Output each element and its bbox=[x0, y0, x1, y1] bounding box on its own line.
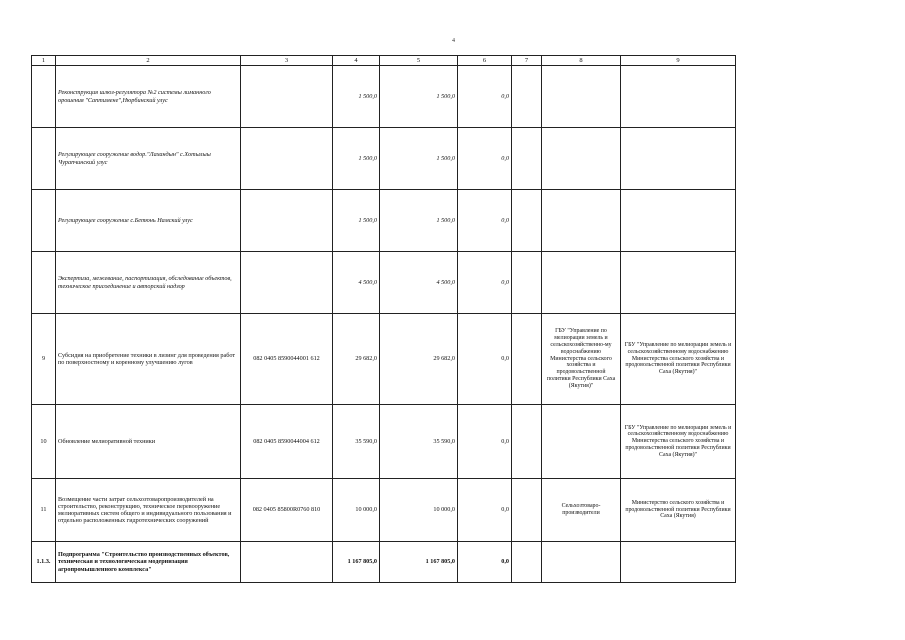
responsible-cell bbox=[621, 190, 736, 252]
federal-budget-cell: 0,0 bbox=[458, 479, 512, 542]
other-cell bbox=[512, 128, 542, 190]
total-cell: 1 500,0 bbox=[333, 66, 380, 128]
table-row bbox=[32, 128, 736, 190]
header-cell: 6 bbox=[458, 56, 512, 66]
description-cell: Реконструкция шлюз-регулятора №2 системы лиманного орошения "Саптимене",Нюрбинский улус bbox=[56, 66, 241, 128]
page-mark: 4 bbox=[452, 38, 455, 44]
header-cell: 9 bbox=[621, 56, 736, 66]
header-cell: 7 bbox=[512, 56, 542, 66]
table-row bbox=[32, 66, 736, 128]
total-cell: 1 500,0 bbox=[333, 190, 380, 252]
other-cell bbox=[512, 542, 542, 583]
responsible-cell: ГБУ "Управление по мелиорации земель и сельскохозяйственному водоснабжению Министерства сельского хозяйства и продовольственной политики Республики Саха (Якутия)" bbox=[621, 314, 736, 405]
budget-code-cell bbox=[241, 252, 333, 314]
description-cell: Обновление мелиоративной техники bbox=[56, 405, 241, 479]
regional-budget-cell: 4 500,0 bbox=[380, 252, 458, 314]
description-cell: Регулирующее сооружение водор."Лахандын" с.Хотылыы Чурапчинский улус bbox=[56, 128, 241, 190]
federal-budget-cell: 0,0 bbox=[458, 405, 512, 479]
description-cell: Экспертиза, межевание, паспортизация, обследование объектов, техническое присоединение и авторский надзор bbox=[56, 252, 241, 314]
executor-cell bbox=[542, 66, 621, 128]
regional-budget-cell: 1 167 805,0 bbox=[380, 542, 458, 583]
total-cell: 10 000,0 bbox=[333, 479, 380, 542]
header-cell: 4 bbox=[333, 56, 380, 66]
table-header-row bbox=[32, 56, 736, 66]
other-cell bbox=[512, 66, 542, 128]
regional-budget-cell: 29 682,0 bbox=[380, 314, 458, 405]
row-number-cell: 9 bbox=[32, 314, 56, 405]
total-cell: 35 590,0 bbox=[333, 405, 380, 479]
budget-code-cell bbox=[241, 190, 333, 252]
budget-code-cell: 082 0405 8590044004 612 bbox=[241, 405, 333, 479]
table-row bbox=[32, 314, 736, 405]
description-cell: Подпрограмма "Строительство производственных объектов, техническая и технологическая модернизация агропромышленного комплекса" bbox=[56, 542, 241, 583]
budget-code-cell bbox=[241, 66, 333, 128]
description-cell: Субсидия на приобретение техники в лизинг для проведения работ по поверхностному и коренному улучшению лугов bbox=[56, 314, 241, 405]
row-number-cell bbox=[32, 190, 56, 252]
executor-cell bbox=[542, 542, 621, 583]
other-cell bbox=[512, 479, 542, 542]
executor-cell bbox=[542, 190, 621, 252]
description-cell: Регулирующее сооружение с.Бетюнь Намский улус bbox=[56, 190, 241, 252]
row-number-cell: 11 bbox=[32, 479, 56, 542]
total-cell: 1 167 805,0 bbox=[333, 542, 380, 583]
total-cell: 29 682,0 bbox=[333, 314, 380, 405]
federal-budget-cell: 0,0 bbox=[458, 314, 512, 405]
responsible-cell: Министерство сельского хозяйства и продовольственной политики Республики Саха (Якутия) bbox=[621, 479, 736, 542]
budget-code-cell bbox=[241, 128, 333, 190]
federal-budget-cell: 0,0 bbox=[458, 542, 512, 583]
total-cell: 1 500,0 bbox=[333, 128, 380, 190]
other-cell bbox=[512, 252, 542, 314]
row-number-cell: 10 bbox=[32, 405, 56, 479]
row-number-cell: 1.1.3. bbox=[32, 542, 56, 583]
budget-code-cell: 082 0405 8590044001 612 bbox=[241, 314, 333, 405]
table-row bbox=[32, 405, 736, 479]
row-number-cell bbox=[32, 252, 56, 314]
header-cell: 5 bbox=[380, 56, 458, 66]
header-cell: 8 bbox=[542, 56, 621, 66]
table-row bbox=[32, 190, 736, 252]
program-table bbox=[31, 55, 736, 583]
federal-budget-cell: 0,0 bbox=[458, 190, 512, 252]
regional-budget-cell: 10 000,0 bbox=[380, 479, 458, 542]
header-cell: 1 bbox=[32, 56, 56, 66]
header-cell: 3 bbox=[241, 56, 333, 66]
other-cell bbox=[512, 405, 542, 479]
responsible-cell bbox=[621, 66, 736, 128]
regional-budget-cell: 1 500,0 bbox=[380, 66, 458, 128]
regional-budget-cell: 1 500,0 bbox=[380, 190, 458, 252]
executor-cell: ГБУ "Управление по мелиорации земель и сельскохозяйственно-му водоснабжению Министерства сельского хозяйства и продовольственной политики Республики Саха (Якутия)" bbox=[542, 314, 621, 405]
responsible-cell bbox=[621, 252, 736, 314]
description-cell: Возмещение части затрат сельхозтоваропроизводителей на строительство, реконструкцию, техническое перевооружение мелиоративных систем общего и индивидуального пользования и отдельно расположенных гидротехнических сооружений bbox=[56, 479, 241, 542]
executor-cell: Сельхозтоваро-производители bbox=[542, 479, 621, 542]
federal-budget-cell: 0,0 bbox=[458, 128, 512, 190]
total-cell: 4 500,0 bbox=[333, 252, 380, 314]
row-number-cell bbox=[32, 128, 56, 190]
row-number-cell bbox=[32, 66, 56, 128]
regional-budget-cell: 1 500,0 bbox=[380, 128, 458, 190]
table-row bbox=[32, 542, 736, 583]
budget-code-cell bbox=[241, 542, 333, 583]
table-row bbox=[32, 252, 736, 314]
responsible-cell bbox=[621, 542, 736, 583]
federal-budget-cell: 0,0 bbox=[458, 252, 512, 314]
executor-cell bbox=[542, 252, 621, 314]
header-cell: 2 bbox=[56, 56, 241, 66]
other-cell bbox=[512, 190, 542, 252]
regional-budget-cell: 35 590,0 bbox=[380, 405, 458, 479]
other-cell bbox=[512, 314, 542, 405]
table-row bbox=[32, 479, 736, 542]
responsible-cell: ГБУ "Управление по мелиорации земель и сельскохозяйственному водоснабжению Министерства сельского хозяйства и продовольственной политики Республики Саха (Якутия)" bbox=[621, 405, 736, 479]
responsible-cell bbox=[621, 128, 736, 190]
executor-cell bbox=[542, 405, 621, 479]
executor-cell bbox=[542, 128, 621, 190]
budget-code-cell: 082 0405 85800R0760 810 bbox=[241, 479, 333, 542]
federal-budget-cell: 0,0 bbox=[458, 66, 512, 128]
